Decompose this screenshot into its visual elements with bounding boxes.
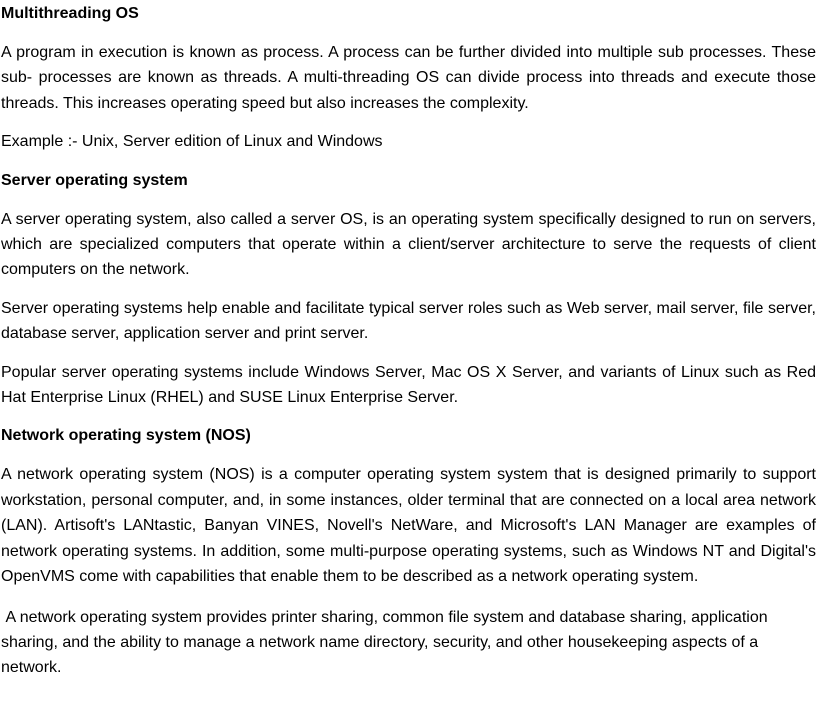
- paragraph-server-os-definition: A server operating system, also called a server OS, is an operating system specifically designed to run on servers, which are specialized computers that operate within a client/server architecture to serve the requests of client computers on the network.: [1, 210, 816, 279]
- paragraph-multithreading-example: Example :- Unix, Server edition of Linux and Windows: [1, 133, 383, 151]
- paragraph-network-os-definition: A network operating system (NOS) is a computer operating system system that is designed primarily to support workstation, personal computer, and, in some instances, older terminal that are connected on a local area network (LAN). Artisoft's LANtastic, Banyan VINES, Novell's NetWare, and Microsoft's LAN Manager are examples of network operating systems. In addition, some multi-purpose operating systems, such as Windows NT and Digital's OpenVMS come with capabilities that enable them to be described as a network operating system.: [1, 466, 816, 586]
- paragraph-server-os-examples: Popular server operating systems include Windows Server, Mac OS X Server, and variants of Linux such as Red Hat Enterprise Linux (RHEL) and SUSE Linux Enterprise Server.: [1, 363, 816, 407]
- heading-network-os: Network operating system (NOS): [1, 427, 251, 445]
- paragraph-server-os-roles: Server operating systems help enable and facilitate typical server roles such as Web server, mail server, file server, database server, application server and print server.: [1, 299, 816, 343]
- heading-server-os: Server operating system: [1, 171, 188, 189]
- paragraph-network-os-features: A network operating system provides printer sharing, common file system and database sharing, application sharing, and the ability to manage a network name directory, security, and other housekeeping aspects of a network.: [1, 608, 773, 677]
- paragraph-multithreading-definition: A program in execution is known as process. A process can be further divided into multiple sub processes. These sub- processes are known as threads. A multi-threading OS can divide process into threads and execute those threads. This increases operating speed but also increases the complexity.: [1, 44, 816, 112]
- heading-multithreading-os: Multithreading OS: [1, 5, 139, 22]
